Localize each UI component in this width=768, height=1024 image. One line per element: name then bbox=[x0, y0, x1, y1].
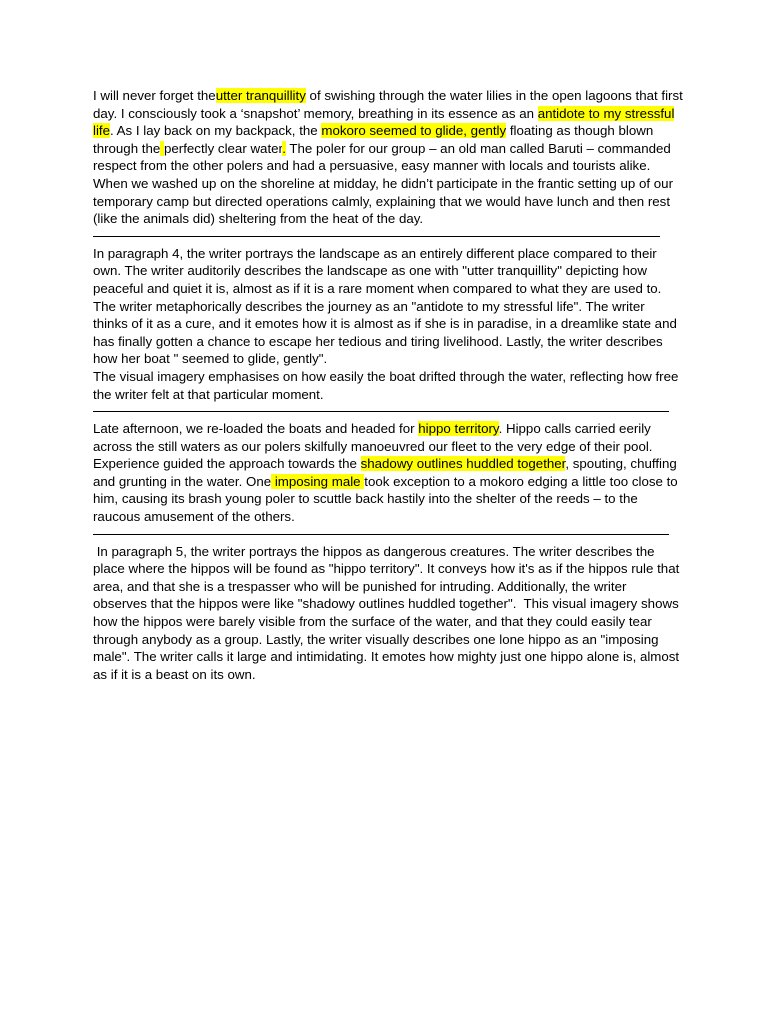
analysis-text: The visual imagery emphasises on how easily the boat drifted through the water, reflecting how free the writer felt at that particular moment. bbox=[93, 368, 679, 402]
source-paragraph-5 bbox=[93, 420, 683, 526]
analysis-text: In paragraph 5, the writer portrays the hippos as dangerous creatures. The writer describes the place where the hippos will be found as "hippo territory". It conveys how it's as if the hippos rule that area, and that she is a trespasser who will be punished for intruding. Additionally, the writer observes that the hippos were like "shadowy outlines huddled together". This visual imagery shows how the hippos were barely visible from the surface of the water, and that they could easily tear through anybody as a group. Lastly, the writer visually describes one lone hippo as an "imposing male". The writer calls it large and intimidating. It emotes how mighty just one hippo alone is, almost as if it is a beast on its own. bbox=[93, 543, 683, 682]
text-run: . As I lay back on my backpack, the bbox=[110, 123, 322, 139]
highlight-hippo-territory: hippo territory bbox=[418, 421, 499, 437]
analysis-paragraph-4 bbox=[93, 245, 683, 403]
text-run: took exception to a mokoro edging a little too close to him, causing its brash young poler to scuttle back hastily into the shelter of the reeds – to the raucous amusement of the others. bbox=[93, 473, 678, 525]
highlight-mokoro-glide: mokoro seemed to glide, gently bbox=[321, 123, 507, 139]
highlight-utter-tranquillity: utter tranquillity bbox=[215, 88, 306, 103]
highlight-antidote: antidote to my stressful life bbox=[93, 105, 675, 139]
text-run: . Hippo calls carried eerily across the still waters as our polers skilfully manoeuvred our fleet to the very edge of their pool. Experience guided the approach towards the bbox=[93, 421, 653, 472]
document-page bbox=[93, 87, 683, 683]
text-run: Late afternoon, we re-loaded the boats and headed for bbox=[93, 421, 419, 437]
analysis-text: In paragraph 4, the writer portrays the landscape as an entirely different place compared to their own. The writer auditorily describes the landscape as one with "utter tranquillity" depicting how peaceful and quiet it is, almost as if it is a rare moment when compared to what they are used to. The writer metaphorically describes the journey as an "antidote to my stressful life". The writer thinks of it as a cure, and it emotes how it is almost as if she is in paradise, in a dreamlike state and has finally gotten a chance to escape her tedious and tiring livelihood. Lastly, the writer describes how her boat " seemed to glide, gently". bbox=[93, 245, 677, 367]
highlight-shadowy-outlines: shadowy outlines huddled together bbox=[360, 456, 566, 472]
source-paragraph-4 bbox=[93, 87, 683, 228]
highlight-period: . bbox=[282, 140, 286, 156]
text-run: perfectly clear water bbox=[163, 140, 283, 156]
analysis-paragraph-5 bbox=[93, 543, 683, 684]
highlight-imposing-male: imposing male bbox=[271, 473, 365, 489]
divider-line bbox=[93, 411, 669, 412]
text-run: The poler for our group – an old man called Baruti – commanded respect from the other polers and had a persuasive, easy manner with locals and tourists alike. When we washed up on the shoreline at midday, he didn’t participate in the frantic setting up of our temporary camp but directed operations calmly, explaining that we would have lunch and then rest (like the animals did) sheltering from the heat of the day. bbox=[93, 140, 673, 227]
divider-line bbox=[93, 534, 669, 535]
divider-line bbox=[93, 236, 660, 237]
text-run: floating as though blown through the bbox=[93, 123, 654, 156]
text-run: of swishing through the water lilies in the open lagoons that first day. I consciously took a ‘snapshot’ memory, breathing in its essence as an bbox=[93, 88, 683, 121]
text-run: , spouting, chuffing and grunting in the water. One bbox=[93, 456, 677, 489]
text-run: I will never forget the bbox=[93, 88, 216, 103]
